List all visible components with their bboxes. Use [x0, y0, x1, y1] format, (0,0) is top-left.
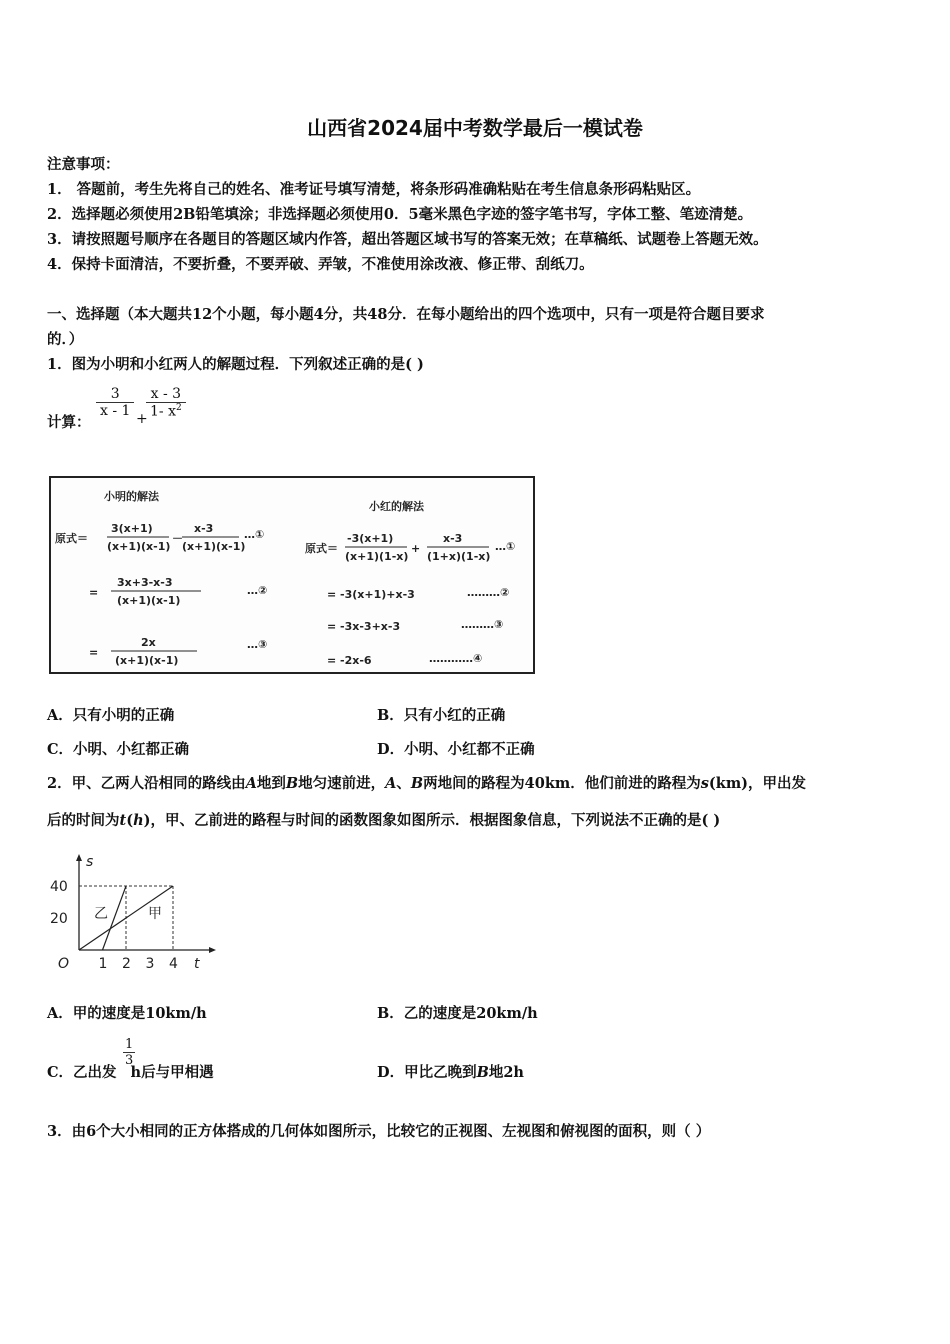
xh1-num: -3(x+1) — [347, 532, 394, 545]
x-tick-label: 4 — [169, 956, 178, 972]
series-label-yi: 乙 — [94, 906, 108, 922]
x-tick-label: 2 — [122, 956, 131, 972]
xh1-den: (x+1)(1-x) — [345, 550, 409, 563]
page-title: 山西省2024届中考数学最后一模试卷 — [307, 116, 643, 140]
xm1b-den: (x+1)(x-1) — [182, 540, 246, 553]
frac-denominator: 1- x — [150, 403, 176, 420]
q2-stem-line2: 后的时间为t(h)，甲、乙前进的路程与时间的函数图象如图所示．根据图象信息，下列说法不正确的是( ) — [47, 812, 721, 829]
q1-stem: 1．图为小明和小红两人的解题过程．下列叙述正确的是( ) — [47, 356, 424, 373]
xm3-num: 2x — [141, 636, 156, 649]
xm2-num: 3x+3-x-3 — [117, 576, 173, 589]
x-axis-label: t — [194, 956, 200, 972]
xm2-den: (x+1)(x-1) — [117, 594, 181, 607]
xm1b-num: x-3 — [194, 522, 214, 535]
xh1b-num: x-3 — [443, 532, 463, 545]
notice-item: 4．保持卡面清洁，不要折叠，不要弄破、弄皱，不准使用涂改液、修正带、刮纸刀。 — [47, 256, 594, 273]
frac-numerator: x - 3 — [150, 386, 182, 402]
y-axis-arrow — [76, 854, 82, 861]
y-tick-label: 20 — [50, 911, 68, 927]
plus-sign: + — [136, 411, 148, 427]
xiaohong-title: 小红的解法 — [369, 500, 424, 513]
q1-option-c: C．小明、小红都正确 — [47, 741, 190, 758]
xh2: = -3(x+1)+x-3 — [327, 588, 415, 601]
q1-fraction-2 — [146, 386, 186, 420]
xm-minus: － — [172, 532, 183, 545]
x-axis-arrow — [209, 947, 216, 953]
frac-denominator: 3 — [125, 1053, 134, 1068]
xh-plus: + — [411, 542, 421, 555]
q1-option-b: B．只有小红的正确 — [377, 707, 506, 724]
x-tick-label: 1 — [98, 956, 108, 972]
q1-option-a: A．只有小明的正确 — [47, 707, 175, 724]
q2-option-a: A．甲的速度是10km/h — [47, 1005, 207, 1022]
frac-numerator: 1 — [125, 1037, 134, 1052]
q2-stem-line1: 2．甲、乙两人沿相同的路线由A地到B地匀速前进，A、B两地间的路程为40km．他们前进的路程为s(km)，甲出发 — [47, 775, 807, 792]
xh4-mark: …………④ — [429, 652, 483, 665]
section-heading: 一、选择题（本大题共12个小题，每小题4分，共48分．在每小题给出的四个选项中，只有一项是符合题目要求 — [47, 306, 765, 323]
xm1-num: 3(x+1) — [111, 522, 153, 535]
q1-calc-label: 计算： — [47, 414, 91, 431]
xm3-den: (x+1)(x-1) — [115, 654, 179, 667]
xh1b-den: (1+x)(1-x) — [427, 550, 491, 563]
q3-stem: 3．由6个大小相同的正方体搭成的几何体如图所示，比较它的正视图、左视图和俯视图的面积，则（ ） — [47, 1123, 711, 1140]
xm1-mark: …① — [244, 528, 265, 541]
xh-prefix: 原式＝ — [305, 542, 338, 555]
q2-chart — [44, 852, 219, 974]
q1-option-d: D．小明、小红都不正确 — [377, 741, 535, 758]
xm2-mark: …② — [247, 584, 268, 597]
series-label-jia: 甲 — [148, 906, 162, 922]
y-axis-label: s — [86, 854, 94, 870]
frac-denominator: x - 1 — [96, 402, 134, 419]
xm-prefix: 原式＝ — [55, 532, 88, 545]
xh3-mark: ………③ — [461, 618, 504, 631]
notice-heading: 注意事项： — [47, 156, 120, 173]
y-tick-label: 40 — [50, 879, 68, 895]
q2-option-c-fraction — [123, 1037, 135, 1068]
frac-numerator: 3 — [110, 386, 120, 402]
x-tick-label: 3 — [145, 956, 155, 972]
q2-option-b: B．乙的速度是20km/h — [377, 1005, 538, 1022]
xm1-den: (x+1)(x-1) — [107, 540, 171, 553]
q2-option-c: C．乙出发 h后与甲相遇 — [47, 1064, 214, 1081]
q1-solution-image — [49, 476, 535, 674]
xm3-mark: …③ — [247, 638, 268, 651]
xh1-mark: …① — [495, 540, 516, 553]
q2-option-d: D．甲比乙晚到B地2h — [377, 1064, 524, 1081]
q1-fraction-1 — [96, 386, 134, 419]
xm-eq: = — [89, 586, 99, 599]
xh4: = -2x-6 — [327, 654, 372, 667]
exponent: 2 — [175, 403, 182, 413]
notice-item: 2．选择题必须使用2B铅笔填涂；非选择题必须使用0．5毫米黑色字迹的签字笔书写，字体工整、笔迹清楚。 — [47, 206, 753, 223]
notice-item: 1． 答题前，考生先将自己的姓名、准考证号填写清楚，将条形码准确粘贴在考生信息条形码粘贴区。 — [47, 181, 701, 198]
section-heading-cont: 的．） — [47, 331, 84, 348]
origin-label: O — [58, 956, 70, 972]
image-frame — [50, 477, 534, 673]
xm-eq: = — [89, 646, 99, 659]
xh3: = -3x-3+x-3 — [327, 620, 401, 633]
notice-item: 3．请按照题号顺序在各题目的答题区域内作答，超出答题区域书写的答案无效；在草稿纸、试题卷上答题无效。 — [47, 231, 768, 248]
xh2-mark: ………② — [467, 586, 510, 599]
xiaoming-title: 小明的解法 — [104, 490, 159, 503]
